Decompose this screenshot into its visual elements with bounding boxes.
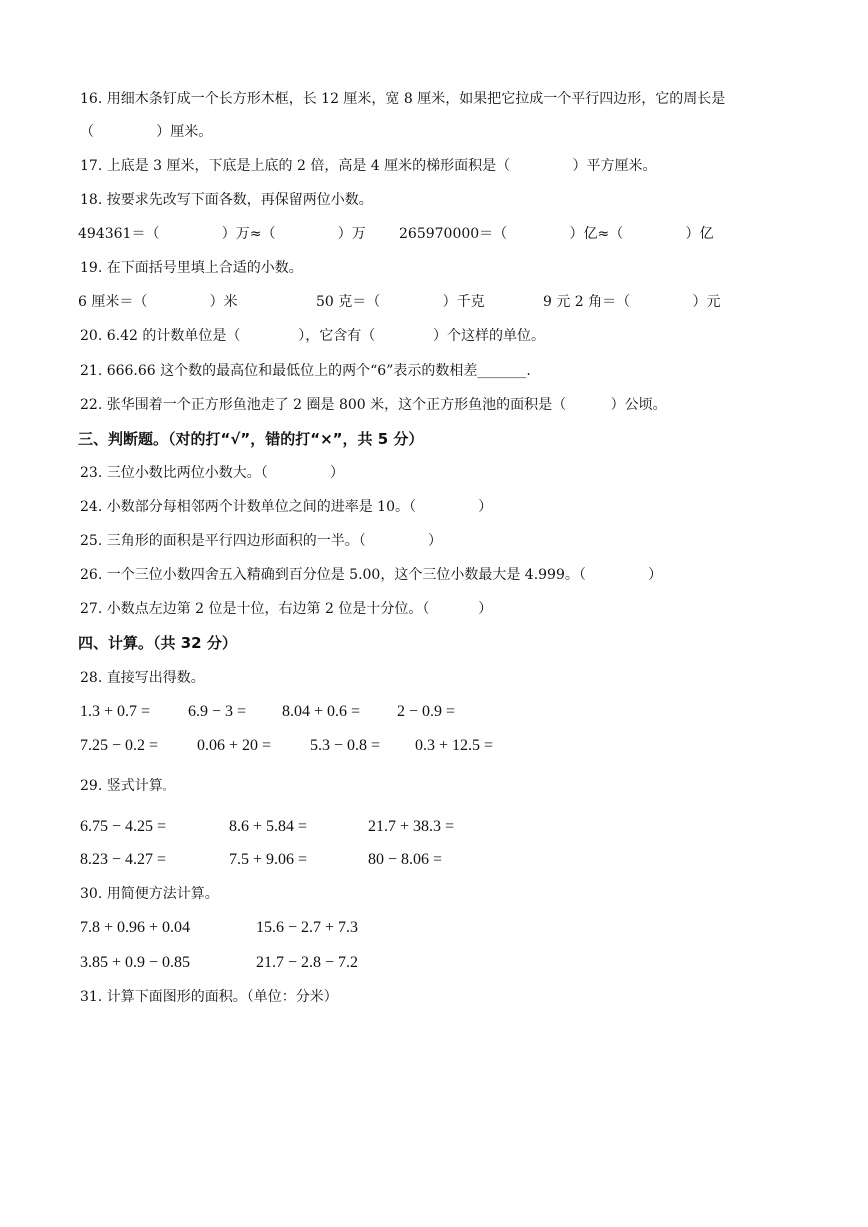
q24-text: 24. 小数部分每相邻两个计数单位之间的进率是 10。（ ）	[80, 499, 493, 515]
q23-text: 23. 三位小数比两位小数大。（ ）	[80, 465, 345, 481]
q28-expr: 1.3 + 0.7 =	[80, 703, 151, 720]
q28-expr: 2 − 0.9 =	[397, 703, 456, 720]
q19-part-a: 6 厘米＝（ ）米	[78, 294, 238, 310]
q29-expr: 8.6 + 5.84 =	[229, 818, 308, 835]
q30-expr: 7.8 + 0.96 + 0.04	[80, 919, 191, 936]
q28-expr: 8.04 + 0.6 =	[282, 703, 361, 720]
q26-text: 26. 一个三位小数四舍五入精确到百分位是 5.00，这个三位小数最大是 4.999。（ ）	[80, 567, 663, 583]
q20-text: 20. 6.42 的计数单位是（ ），它含有（ ）个这样的单位。	[80, 328, 546, 344]
q29-expr: 6.75 − 4.25 =	[80, 818, 167, 835]
q28-expr: 5.3 − 0.8 =	[310, 737, 381, 754]
section-3-heading: 三、判断题。（对的打“√”，错的打“×”，共 5 分）	[78, 430, 424, 448]
q29-expr: 21.7 + 38.3 =	[368, 818, 455, 835]
q28-expr: 6.9 − 3 =	[188, 703, 247, 720]
q27-text: 27. 小数点左边第 2 位是十位，右边第 2 位是十分位。（ ）	[80, 601, 493, 617]
q29-expr: 80 − 8.06 =	[368, 851, 443, 868]
q29-expr: 7.5 + 9.06 =	[229, 851, 308, 868]
q18-part-b: 265970000＝（ ）亿≈（ ）亿	[399, 226, 714, 242]
q18-part-a: 494361＝（ ）万≈（ ）万	[78, 226, 366, 242]
section-4-heading: 四、计算。（共 32 分）	[78, 634, 237, 652]
q19-stem: 19. 在下面括号里填上合适的小数。	[80, 260, 303, 276]
q30-expr: 21.7 − 2.8 − 7.2	[256, 954, 359, 971]
q18-stem: 18. 按要求先改写下面各数，再保留两位小数。	[80, 192, 373, 208]
q22-text: 22. 张华围着一个正方形鱼池走了 2 圈是 800 米，这个正方形鱼池的面积是（ ）公顷。	[80, 397, 667, 413]
q29-stem: 29. 竖式计算。	[80, 778, 173, 794]
q31-text: 31. 计算下面图形的面积。（单位：分米）	[80, 989, 338, 1005]
q16-line1: 16. 用细木条钉成一个长方形木框，长 12 厘米，宽 8 厘米，如果把它拉成一个平行四边形，它的周长是	[80, 91, 726, 107]
q29-mark: 。	[162, 782, 173, 793]
q30-expr: 15.6 − 2.7 + 7.3	[256, 919, 359, 936]
q16-line2: （ ）厘米。	[80, 124, 213, 140]
q28-expr: 7.25 − 0.2 =	[80, 737, 159, 754]
q30-expr: 3.85 + 0.9 − 0.85	[80, 954, 191, 971]
q28-stem: 28. 直接写出得数。	[80, 670, 205, 686]
q30-stem: 30. 用简便方法计算。	[80, 886, 219, 902]
q28-expr: 0.06 + 20 =	[197, 737, 272, 754]
q25-text: 25. 三角形的面积是平行四边形面积的一半。（ ）	[80, 533, 443, 549]
q29-expr: 8.23 − 4.27 =	[80, 851, 167, 868]
q19-part-b: 50 克＝（ ）千克	[316, 294, 485, 310]
q28-expr: 0.3 + 12.5 =	[415, 737, 494, 754]
q19-part-c: 9 元 2 角＝（ ）元	[543, 294, 721, 310]
q17-text: 17. 上底是 3 厘米，下底是上底的 2 倍，高是 4 厘米的梯形面积是（ ）平方厘米。	[80, 158, 657, 174]
q21-text: 21. 666.66 这个数的最高位和最低位上的两个“6”表示的数相差_______.	[80, 363, 531, 379]
